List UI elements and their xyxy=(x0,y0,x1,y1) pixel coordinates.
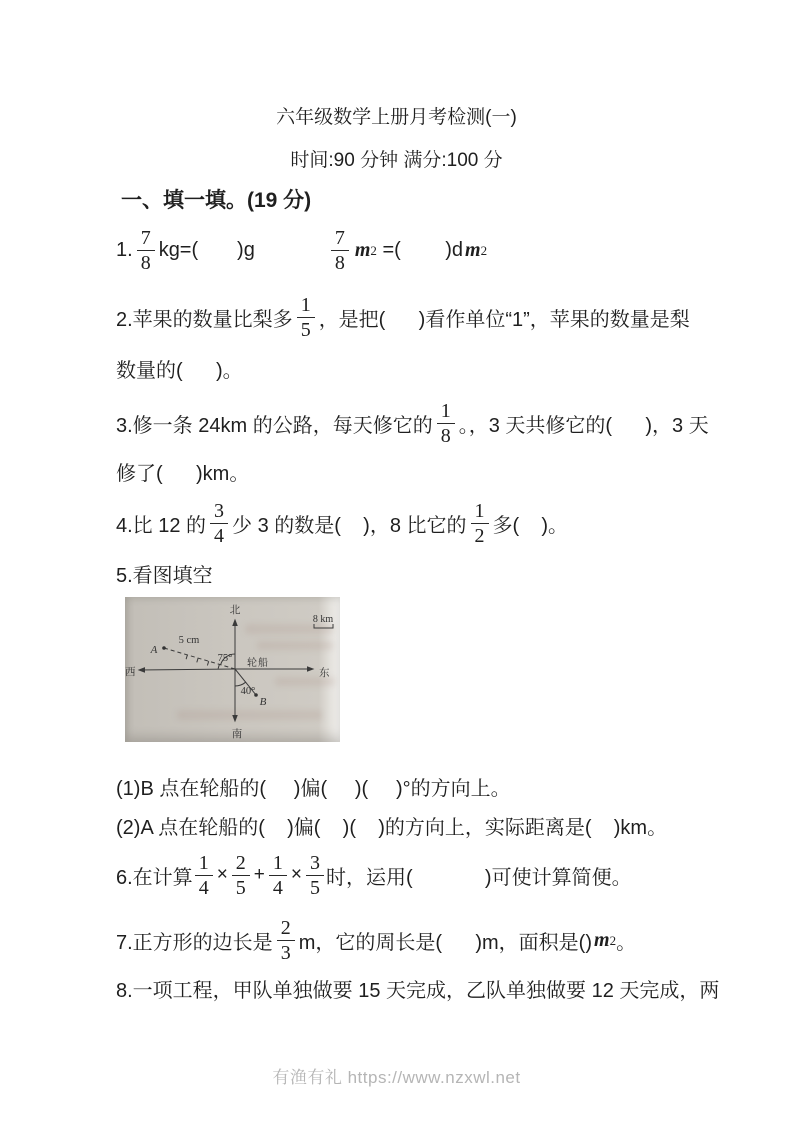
scale-label: 8 km xyxy=(312,614,334,625)
q5-text: 5.看图填空 xyxy=(116,564,213,587)
ruler-tick xyxy=(207,661,208,665)
q6-fraction-1-4: $\frac{1}{4}$ xyxy=(195,853,213,898)
question-3-line1 xyxy=(116,396,709,450)
ruler-tick xyxy=(186,655,187,659)
q3-text-a: 3.修一条 24km 的公路，每天修它的 xyxy=(116,414,433,437)
point-a-dot xyxy=(162,646,166,650)
q1-number: 1. xyxy=(116,238,133,261)
q6-text-b: 时，运用( )可使计算简便。 xyxy=(326,866,632,889)
q2-text-b: ，是把( )看作单位“1”，苹果的数量是梨 xyxy=(318,308,690,331)
angle-75-label: 75° xyxy=(217,653,233,664)
q6-fraction-3-5: $\frac{3}{5}$ xyxy=(306,853,324,898)
compass-diagram-photo xyxy=(125,597,340,742)
q1-text-b: =( )d xyxy=(376,238,464,261)
q6-multiply-sign: × xyxy=(216,864,228,885)
q1-fraction-7-8: $\frac{7}{8}$ xyxy=(137,228,155,273)
q7-var-m2: m xyxy=(594,928,610,951)
q4-text-c: 多( )。 xyxy=(492,514,569,537)
section-1-heading: 一、填一填。(19 分) xyxy=(121,189,312,212)
point-b-label: B xyxy=(259,696,267,708)
q1-fraction-7-8-b: $\frac{7}{8}$ xyxy=(331,228,349,273)
q6-fraction-2-5: $\frac{2}{5}$ xyxy=(232,853,250,898)
q6-fraction-1-4-b: $\frac{1}{4}$ xyxy=(269,853,287,898)
q1-var-dm2: m xyxy=(465,238,481,261)
question-2-line1 xyxy=(116,290,690,344)
ruler-tick xyxy=(197,658,198,662)
angle-40-label: 40° xyxy=(240,686,256,697)
q5-sub1-text: (1)B 点在轮船的( )偏( )( )°的方向上。 xyxy=(116,777,511,800)
q2-text-a: 2.苹果的数量比梨多 xyxy=(116,308,293,331)
ship-label: 轮船 xyxy=(247,658,269,669)
question-5-2 xyxy=(116,811,667,839)
ruler-tick xyxy=(218,664,219,668)
q8-text: 8.一项工程，甲队单独做要 15 天完成，乙队单独做要 12 天完成，两 xyxy=(116,979,720,1002)
question-4 xyxy=(116,496,568,550)
question-2-line2 xyxy=(116,354,243,382)
q3-fraction-1-8: $\frac{1}{8}$ xyxy=(437,401,455,446)
west-axis xyxy=(139,669,235,670)
q4-text-a: 4.比 12 的 xyxy=(116,514,207,537)
q3-text-c: 修了( )km。 xyxy=(116,462,250,485)
question-5-1 xyxy=(116,772,511,800)
question-7: 7.正方形的边长是 $\frac{2}{3}$ m，它的周长是( )m，面积是() m 2 。 xyxy=(116,916,637,964)
footer-watermark: 有渔有礼 https://www.nzxwl.net xyxy=(272,1068,521,1087)
q7-fraction-2-3: $\frac{2}{3}$ xyxy=(277,918,295,963)
west-label: 西 xyxy=(125,666,136,678)
q3-text-b: 。，3 天共修它的( )，3 天 xyxy=(458,414,709,437)
q7-text-b: m，它的周长是( )m，面积是() xyxy=(298,931,592,954)
north-label: 北 xyxy=(229,604,241,616)
question-5-label xyxy=(116,559,213,587)
exam-time-score: 时间:90 分钟 满分:100 分 xyxy=(290,150,503,171)
point-a-label: A xyxy=(150,644,158,656)
q4-text-b: 少 3 的数是( )，8 比它的 xyxy=(232,514,467,537)
q2-fraction-1-5: $\frac{1}{5}$ xyxy=(297,295,315,340)
compass-diagram xyxy=(125,597,340,742)
page-title: 六年级数学上册月考检测(一) xyxy=(276,107,517,128)
q1-var-m2: m xyxy=(354,238,371,261)
south-label: 南 xyxy=(231,728,243,740)
length-label: 5 cm xyxy=(178,635,200,646)
question-1: 1. $\frac{7}{8}$ kg=( )g $\frac{7}{8}$ m 2 =( )d m 2 xyxy=(116,226,488,274)
q5-sub2-text: (2)A 点在轮船的( )偏( )( )的方向上，实际距离是( )km。 xyxy=(116,816,668,839)
question-3-line2 xyxy=(116,457,249,485)
question-6 xyxy=(116,848,632,902)
question-8 xyxy=(116,974,719,1002)
east-label: 东 xyxy=(319,667,330,679)
q1-text-a: kg=( )g xyxy=(158,238,255,261)
q7-text-a: 7.正方形的边长是 xyxy=(116,931,273,954)
q4-fraction-3-4: $\frac{3}{4}$ xyxy=(210,501,228,546)
q6-plus-sign: + xyxy=(253,864,265,885)
q6-multiply-sign-b: × xyxy=(290,864,303,885)
q2-text-c: 数量的( )。 xyxy=(116,359,243,382)
q7-text-c: 。 xyxy=(616,931,637,954)
q4-fraction-1-2: $\frac{1}{2}$ xyxy=(471,501,489,546)
q6-text-a: 6.在计算 xyxy=(116,866,193,889)
